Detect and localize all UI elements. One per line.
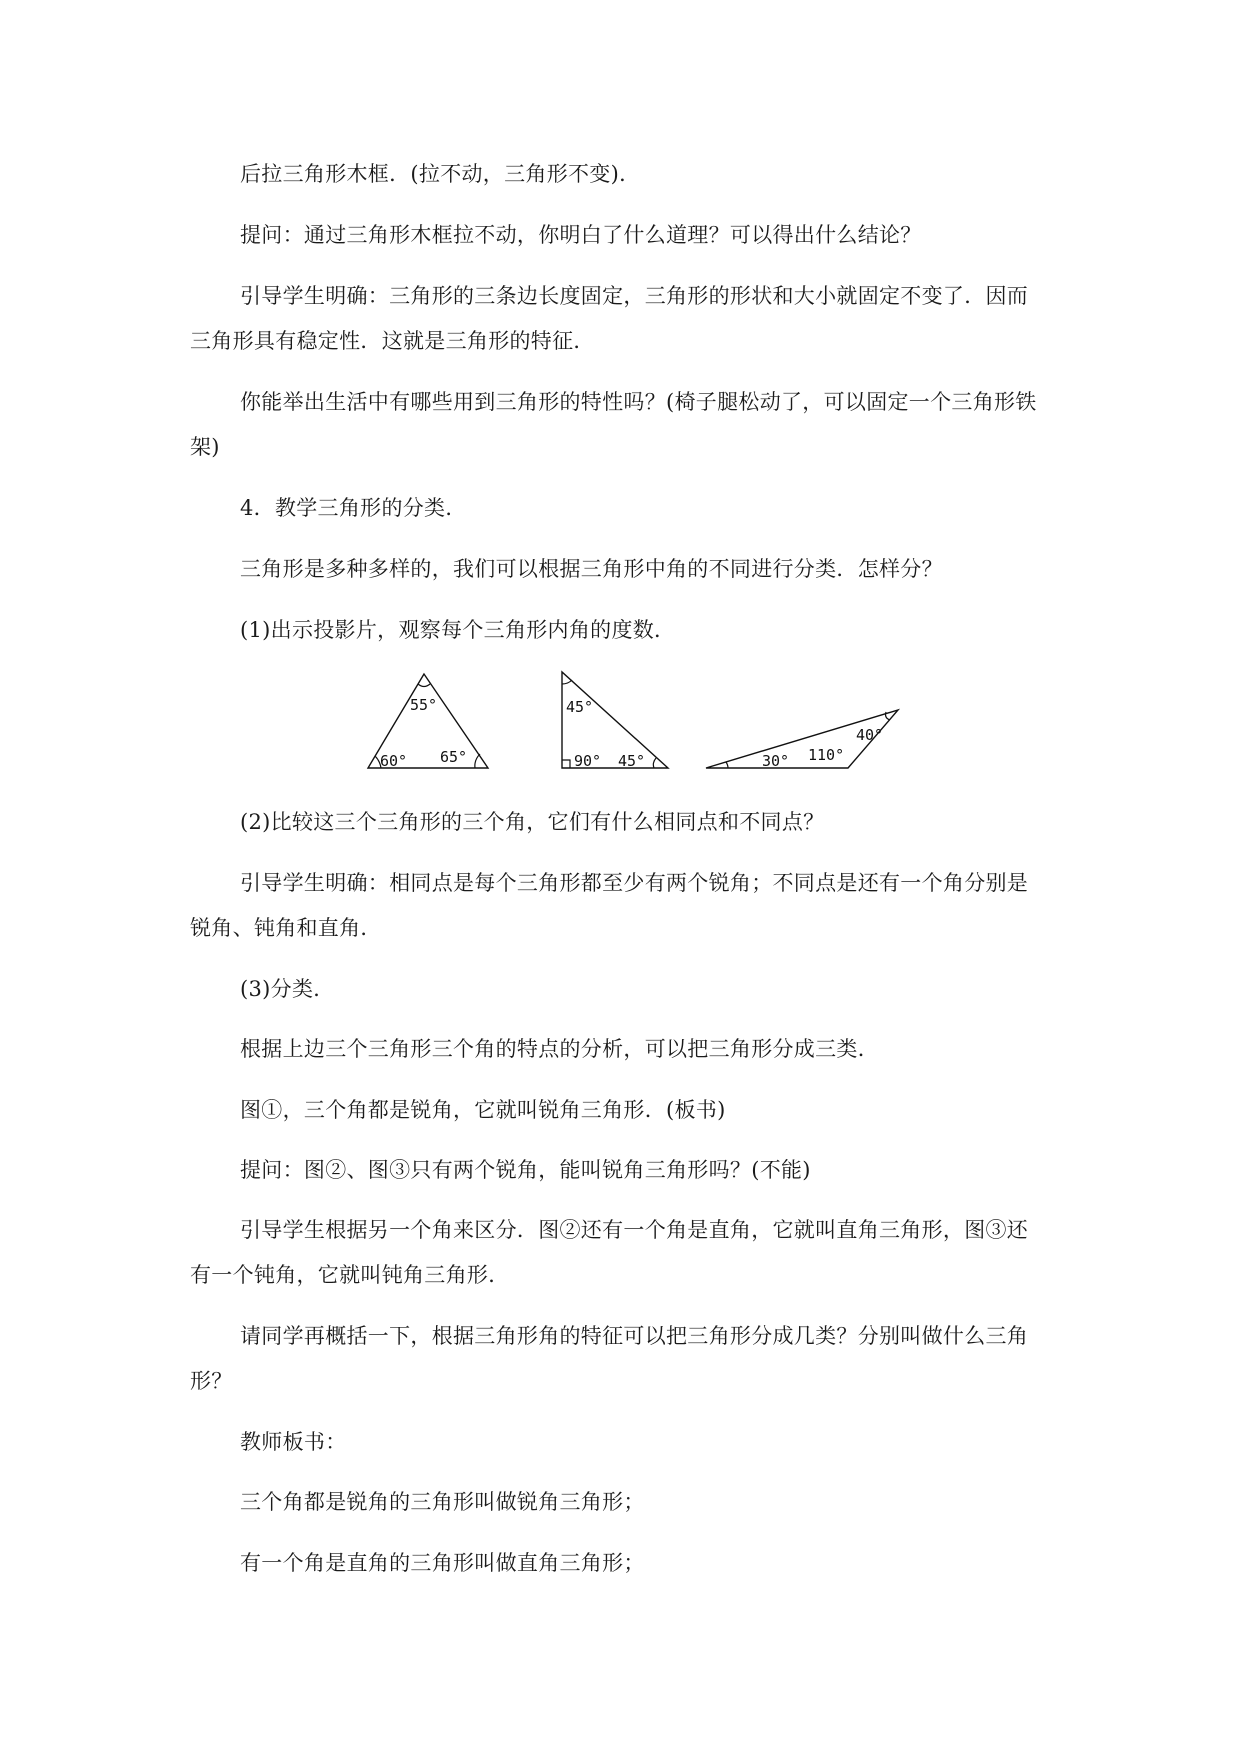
angle-label-left: 60°: [380, 752, 408, 770]
paragraph-line: 有一个钝角，它就叫钝角三角形．: [190, 1263, 510, 1287]
paragraph-line: 有一个角是直角的三角形叫做直角三角形；: [240, 1551, 645, 1575]
paragraph-line: 提问：图②、图③只有两个锐角，能叫锐角三角形吗？(不能): [240, 1158, 811, 1182]
paragraph-line: 引导学生根据另一个角来区分．图②还有一个角是直角，它就叫直角三角形，图③还: [240, 1218, 1029, 1242]
paragraph-line: 提问：通过三角形木框拉不动，你明白了什么道理？可以得出什么结论？: [240, 223, 922, 247]
obtuse-triangle: [706, 710, 898, 770]
paragraph-line: 三角形具有稳定性．这就是三角形的特征．: [190, 329, 595, 353]
paragraph-line: 引导学生明确：三角形的三条边长度固定，三角形的形状和大小就固定不变了．因而: [240, 284, 1029, 308]
paragraph-line: 三个角都是锐角的三角形叫做锐角三角形；: [240, 1490, 645, 1514]
paragraph-line: 你能举出生活中有哪些用到三角形的特性吗？(椅子腿松动了，可以固定一个三角形铁: [240, 390, 1037, 414]
paragraph-line: 根据上边三个三角形三个角的特点的分析，可以把三角形分成三类．: [240, 1037, 879, 1061]
paragraph-line: 架): [190, 435, 220, 459]
angle-label-middle: 110°: [808, 746, 845, 764]
angle-label-bottom-left: 90°: [574, 752, 602, 770]
angle-label-left: 30°: [762, 752, 790, 770]
right-triangle: [562, 672, 668, 770]
paragraph-line: 形？: [190, 1369, 233, 1393]
paragraph-line: (3)分类．: [240, 977, 335, 1001]
angle-label-top: 55°: [410, 696, 438, 714]
paragraph-line: 三角形是多种多样的，我们可以根据三角形中角的不同进行分类．怎样分？: [240, 557, 943, 581]
angle-label-top: 45°: [566, 698, 594, 716]
paragraph-line: (1)出示投影片，观察每个三角形内角的度数．: [240, 618, 676, 642]
triangles-illustration: [360, 668, 920, 788]
angle-label-bottom-right: 45°: [618, 752, 646, 770]
paragraph-line: 锐角、钝角和直角．: [190, 916, 382, 940]
paragraph-line: 后拉三角形木框．(拉不动，三角形不变)．: [240, 162, 641, 186]
acute-triangle: [368, 674, 488, 770]
triangle-figure: [360, 668, 920, 788]
paragraph-line: 引导学生明确：相同点是每个三角形都至少有两个锐角；不同点是还有一个角分别是: [240, 871, 1029, 895]
angle-label-right: 65°: [440, 748, 468, 766]
paragraph-line: 图①，三个角都是锐角，它就叫锐角三角形．(板书): [240, 1098, 726, 1122]
paragraph-line: 请同学再概括一下，根据三角形角的特征可以把三角形分成几类？分别叫做什么三角: [240, 1324, 1029, 1348]
paragraph-line: 教师板书：: [240, 1430, 347, 1454]
angle-label-top: 40°: [856, 726, 884, 744]
paragraph-line: (2)比较这三个三角形的三个角，它们有什么相同点和不同点？: [240, 810, 825, 834]
section-heading: 4．教学三角形的分类．: [240, 496, 467, 520]
